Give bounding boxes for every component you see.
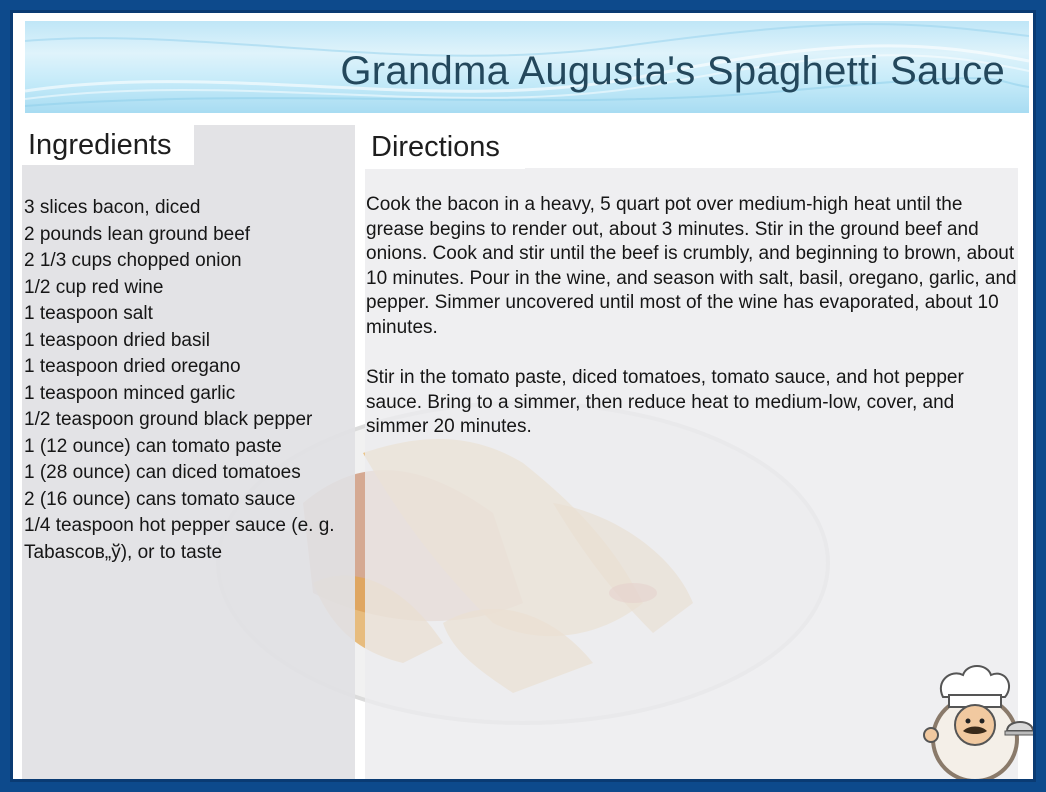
- ingredient-item: 1 teaspoon dried oregano: [24, 356, 241, 377]
- recipe-title: Grandma Augusta's Spaghetti Sauce: [340, 49, 1005, 93]
- directions-heading: Directions: [365, 127, 525, 169]
- ingredient-item: 1/2 teaspoon ground black pepper: [24, 409, 313, 430]
- ingredient-item: 2 pounds lean ground beef: [24, 223, 251, 245]
- ingredient-item: 1 teaspoon minced garlic: [24, 382, 236, 404]
- ingredient-item: 1/2 cup red wine: [24, 276, 164, 298]
- direction-paragraph: Cook the bacon in a heavy, 5 quart pot over medium-high heat until the grease begins to render out, about 3 minutes. Stir in the ground beef and onions. Cook and stir until the beef is crumbly, and beginning to brown, about 10 minutes. Pour in the wine, and season with salt, basil, oregano, garlic, and pepper. Simmer uncovered until most of the wine has evaporated, about 10 minutes.: [366, 194, 1017, 338]
- ingredient-item: 1/4 teaspoon hot pepper sauce (e. g. Tabascoв„ў), or to taste: [24, 515, 335, 563]
- directions-text: [366, 193, 1021, 466]
- ingredient-item: 1 teaspoon salt: [24, 303, 153, 324]
- ingredient-item: 1 (28 ounce) can diced tomatoes: [24, 462, 301, 483]
- direction-paragraph: Stir in the tomato paste, diced tomatoes, tomato sauce, and hot pepper sauce. Bring to a simmer, then reduce heat to medium-low, cover, and simmer 20 minutes.: [366, 367, 964, 437]
- ingredient-item: 2 (16 ounce) cans tomato sauce: [24, 488, 296, 510]
- recipe-card: [10, 10, 1036, 782]
- ingredient-item: 1 teaspoon dried basil: [24, 329, 210, 351]
- title-banner: [25, 21, 1029, 113]
- chef-logo-icon: [911, 661, 1036, 782]
- ingredient-item: 3 slices bacon, diced: [24, 197, 201, 218]
- ingredients-heading: Ingredients: [22, 125, 194, 165]
- ingredient-item: 2 1/3 cups chopped onion: [24, 250, 242, 271]
- ingredient-item: 1 (12 ounce) can tomato paste: [24, 435, 282, 457]
- ingredients-list: [24, 195, 356, 566]
